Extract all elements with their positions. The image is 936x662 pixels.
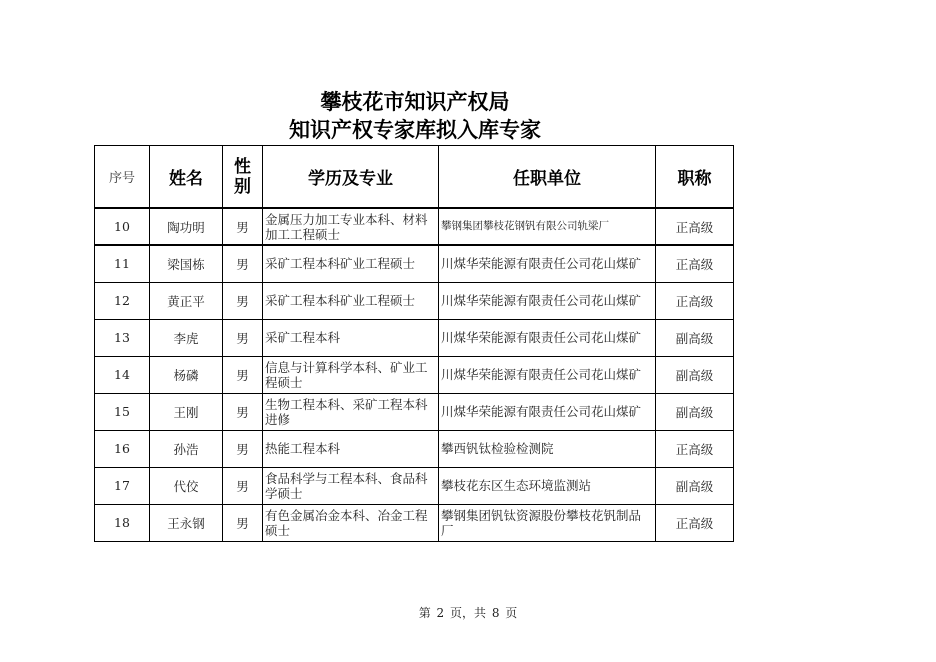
page-number: 第 2 页，共 8 页 bbox=[418, 606, 518, 620]
cell-title: 副高级 bbox=[656, 356, 734, 393]
cell-seq: 11 bbox=[95, 245, 150, 282]
expert-table bbox=[94, 145, 734, 542]
cell-education: 采矿工程本科矿业工程硕士 bbox=[263, 245, 439, 282]
cell-title: 正高级 bbox=[656, 430, 734, 467]
cell-education: 采矿工程本科矿业工程硕士 bbox=[263, 282, 439, 319]
cell-gender: 男 bbox=[223, 356, 263, 393]
cell-gender: 男 bbox=[223, 504, 263, 541]
cell-education: 采矿工程本科 bbox=[263, 319, 439, 356]
cell-education: 生物工程本科、采矿工程本科进修 bbox=[263, 393, 439, 430]
cell-gender: 男 bbox=[223, 393, 263, 430]
cell-title: 副高级 bbox=[656, 393, 734, 430]
header-education: 学历及专业 bbox=[263, 146, 439, 209]
cell-name: 杨磷 bbox=[150, 356, 223, 393]
cell-employer: 川煤华荣能源有限责任公司花山煤矿 bbox=[439, 356, 656, 393]
cell-name: 黄正平 bbox=[150, 282, 223, 319]
table-body bbox=[95, 208, 734, 541]
cell-title: 正高级 bbox=[656, 245, 734, 282]
header-employer: 任职单位 bbox=[439, 146, 656, 209]
table-row bbox=[95, 504, 734, 541]
cell-employer: 攀钢集团攀枝花钢钒有限公司轨梁厂 bbox=[439, 208, 656, 245]
cell-education: 食品科学与工程本科、食品科学硕士 bbox=[263, 467, 439, 504]
cell-gender: 男 bbox=[223, 208, 263, 245]
table-row bbox=[95, 282, 734, 319]
cell-seq: 10 bbox=[95, 208, 150, 245]
cell-gender: 男 bbox=[223, 430, 263, 467]
cell-name: 陶功明 bbox=[150, 208, 223, 245]
cell-education: 信息与计算科学本科、矿业工程硕士 bbox=[263, 356, 439, 393]
cell-employer: 攀钢集团钒钛资源股份攀枝花钒制品厂 bbox=[439, 504, 656, 541]
cell-education: 热能工程本科 bbox=[263, 430, 439, 467]
cell-employer: 攀枝花东区生态环境监测站 bbox=[439, 467, 656, 504]
table-row bbox=[95, 430, 734, 467]
cell-employer: 川煤华荣能源有限责任公司花山煤矿 bbox=[439, 245, 656, 282]
cell-gender: 男 bbox=[223, 245, 263, 282]
table-row bbox=[95, 245, 734, 282]
header-title: 职称 bbox=[656, 146, 734, 209]
document-title: 攀枝花市知识产权局 bbox=[320, 90, 510, 114]
cell-seq: 15 bbox=[95, 393, 150, 430]
cell-employer: 川煤华荣能源有限责任公司花山煤矿 bbox=[439, 393, 656, 430]
cell-gender: 男 bbox=[223, 467, 263, 504]
table-row bbox=[95, 356, 734, 393]
table-row bbox=[95, 393, 734, 430]
cell-seq: 13 bbox=[95, 319, 150, 356]
cell-name: 李虎 bbox=[150, 319, 223, 356]
table-row bbox=[95, 319, 734, 356]
cell-title: 副高级 bbox=[656, 319, 734, 356]
document-subtitle: 知识产权专家库拟入库专家 bbox=[289, 118, 541, 142]
header-seq: 序号 bbox=[95, 146, 150, 209]
table-header-row bbox=[95, 146, 734, 209]
table-row bbox=[95, 208, 734, 245]
cell-title: 副高级 bbox=[656, 467, 734, 504]
header-gender bbox=[223, 146, 263, 209]
cell-gender: 男 bbox=[223, 319, 263, 356]
cell-seq: 14 bbox=[95, 356, 150, 393]
cell-seq: 18 bbox=[95, 504, 150, 541]
cell-employer: 川煤华荣能源有限责任公司花山煤矿 bbox=[439, 319, 656, 356]
cell-education: 有色金属冶金本科、冶金工程硕士 bbox=[263, 504, 439, 541]
header-gender-line2: 别 bbox=[234, 176, 251, 197]
table-row bbox=[95, 467, 734, 504]
cell-title: 正高级 bbox=[656, 208, 734, 245]
cell-education: 金属压力加工专业本科、材料加工工程硕士 bbox=[263, 208, 439, 245]
cell-name: 孙浩 bbox=[150, 430, 223, 467]
cell-name: 代佼 bbox=[150, 467, 223, 504]
header-gender-line1: 性 bbox=[234, 156, 251, 177]
cell-gender: 男 bbox=[223, 282, 263, 319]
cell-seq: 17 bbox=[95, 467, 150, 504]
cell-name: 王永钢 bbox=[150, 504, 223, 541]
cell-name: 梁国栋 bbox=[150, 245, 223, 282]
cell-title: 正高级 bbox=[656, 504, 734, 541]
cell-seq: 12 bbox=[95, 282, 150, 319]
cell-seq: 16 bbox=[95, 430, 150, 467]
header-name: 姓名 bbox=[150, 146, 223, 209]
cell-name: 王刚 bbox=[150, 393, 223, 430]
cell-employer: 川煤华荣能源有限责任公司花山煤矿 bbox=[439, 282, 656, 319]
cell-title: 正高级 bbox=[656, 282, 734, 319]
cell-employer: 攀西钒钛检验检测院 bbox=[439, 430, 656, 467]
